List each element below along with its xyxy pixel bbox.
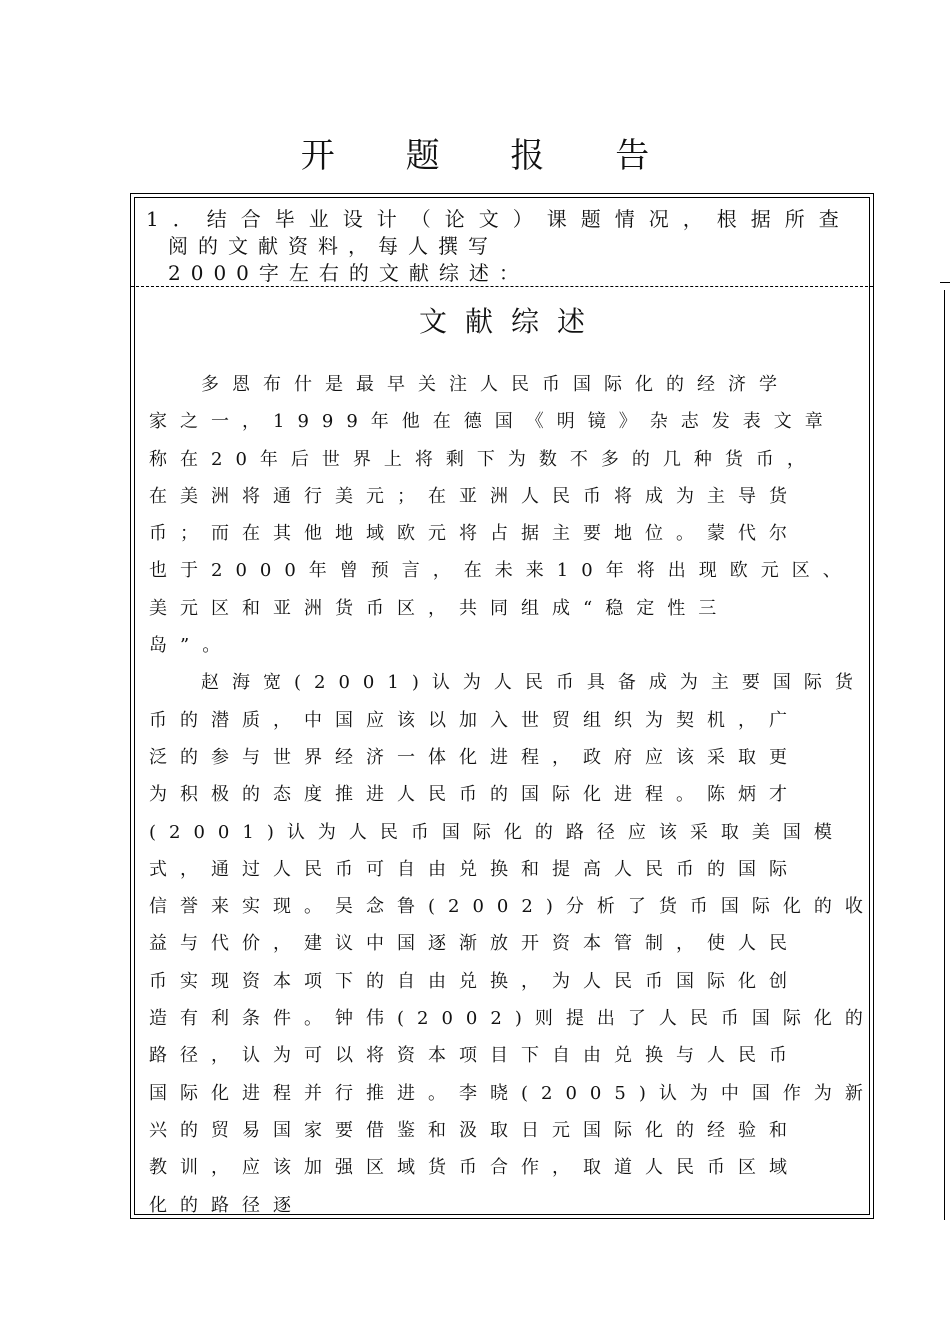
review-line: 多恩布什是最早关注人民币国际化的经济学	[201, 374, 790, 395]
page-edge-line	[944, 290, 945, 1220]
page-title: 开 题 报 告	[300, 136, 680, 176]
review-line: 为积极的态度推进人民币的国际化进程。陈炳才	[149, 784, 800, 806]
review-line: 路径，认为可以将资本项目下自由兑换与人民币	[149, 1045, 800, 1067]
review-line: 币；而在其他地域欧元将占据主要地位。蒙代尔	[149, 523, 800, 545]
review-line: 化的路径逐	[149, 1194, 304, 1216]
review-line: 美元区和亚洲货币区，共同组成“稳定性三	[149, 597, 730, 619]
review-line: 益与代价，建议中国逐渐放开资本管制，使人民	[149, 933, 800, 955]
section-heading-line-3: 2000字左右的文献综述：	[168, 261, 529, 285]
section-heading	[146, 206, 858, 287]
report-frame	[130, 193, 874, 1219]
review-line: 式，通过人民币可自由兑换和提高人民币的国际	[149, 858, 800, 880]
section-heading-line-2: 阅的文献资料，每人撰写	[168, 234, 498, 258]
review-line: 造有利条件。钟伟(2002)则提出了人民币国际化的	[149, 1008, 876, 1030]
review-line: 兴的贸易国家要借鉴和汲取日元国际化的经验和	[149, 1119, 800, 1141]
review-line: 信誉来实现。吴念鲁(2002)分析了货币国际化的收	[149, 896, 876, 918]
review-line: 赵海宽(2001)认为人民币具备成为主要国际货	[201, 672, 866, 694]
review-line: 称在20年后世界上将剩下为数不多的几种货币，	[149, 448, 818, 470]
dashed-divider	[131, 286, 873, 287]
review-body	[149, 366, 876, 1224]
review-line: 币实现资本项下的自由兑换，为人民币国际化创	[149, 970, 800, 992]
review-line: 泛的参与世界经济一体化进程，政府应该采取更	[149, 746, 800, 768]
review-line: 教训，应该加强区域货币合作，取道人民币区域	[149, 1157, 800, 1179]
review-line: (2001)认为人民币国际化的路径应该采取美国模	[149, 821, 845, 843]
review-line: 岛”。	[149, 635, 234, 657]
page-edge-mark	[940, 282, 950, 283]
review-line: 也于2000年曾预言，在未来10年将出现欧元区、	[149, 560, 854, 582]
review-line: 国际化进程并行推进。李晓(2005)认为中国作为新	[149, 1082, 876, 1104]
review-title: 文献综述	[418, 305, 603, 338]
review-line: 在美洲将通行美元；在亚洲人民币将成为主导货	[149, 485, 800, 507]
review-line: 币的潜质，中国应该以加入世贸组织为契机，广	[149, 709, 800, 731]
section-heading-line-1: 1．结合毕业设计（论文）课题情况，根据所查	[146, 207, 853, 231]
review-line: 家之一，1999年他在德国《明镜》杂志发表文章	[149, 411, 836, 433]
